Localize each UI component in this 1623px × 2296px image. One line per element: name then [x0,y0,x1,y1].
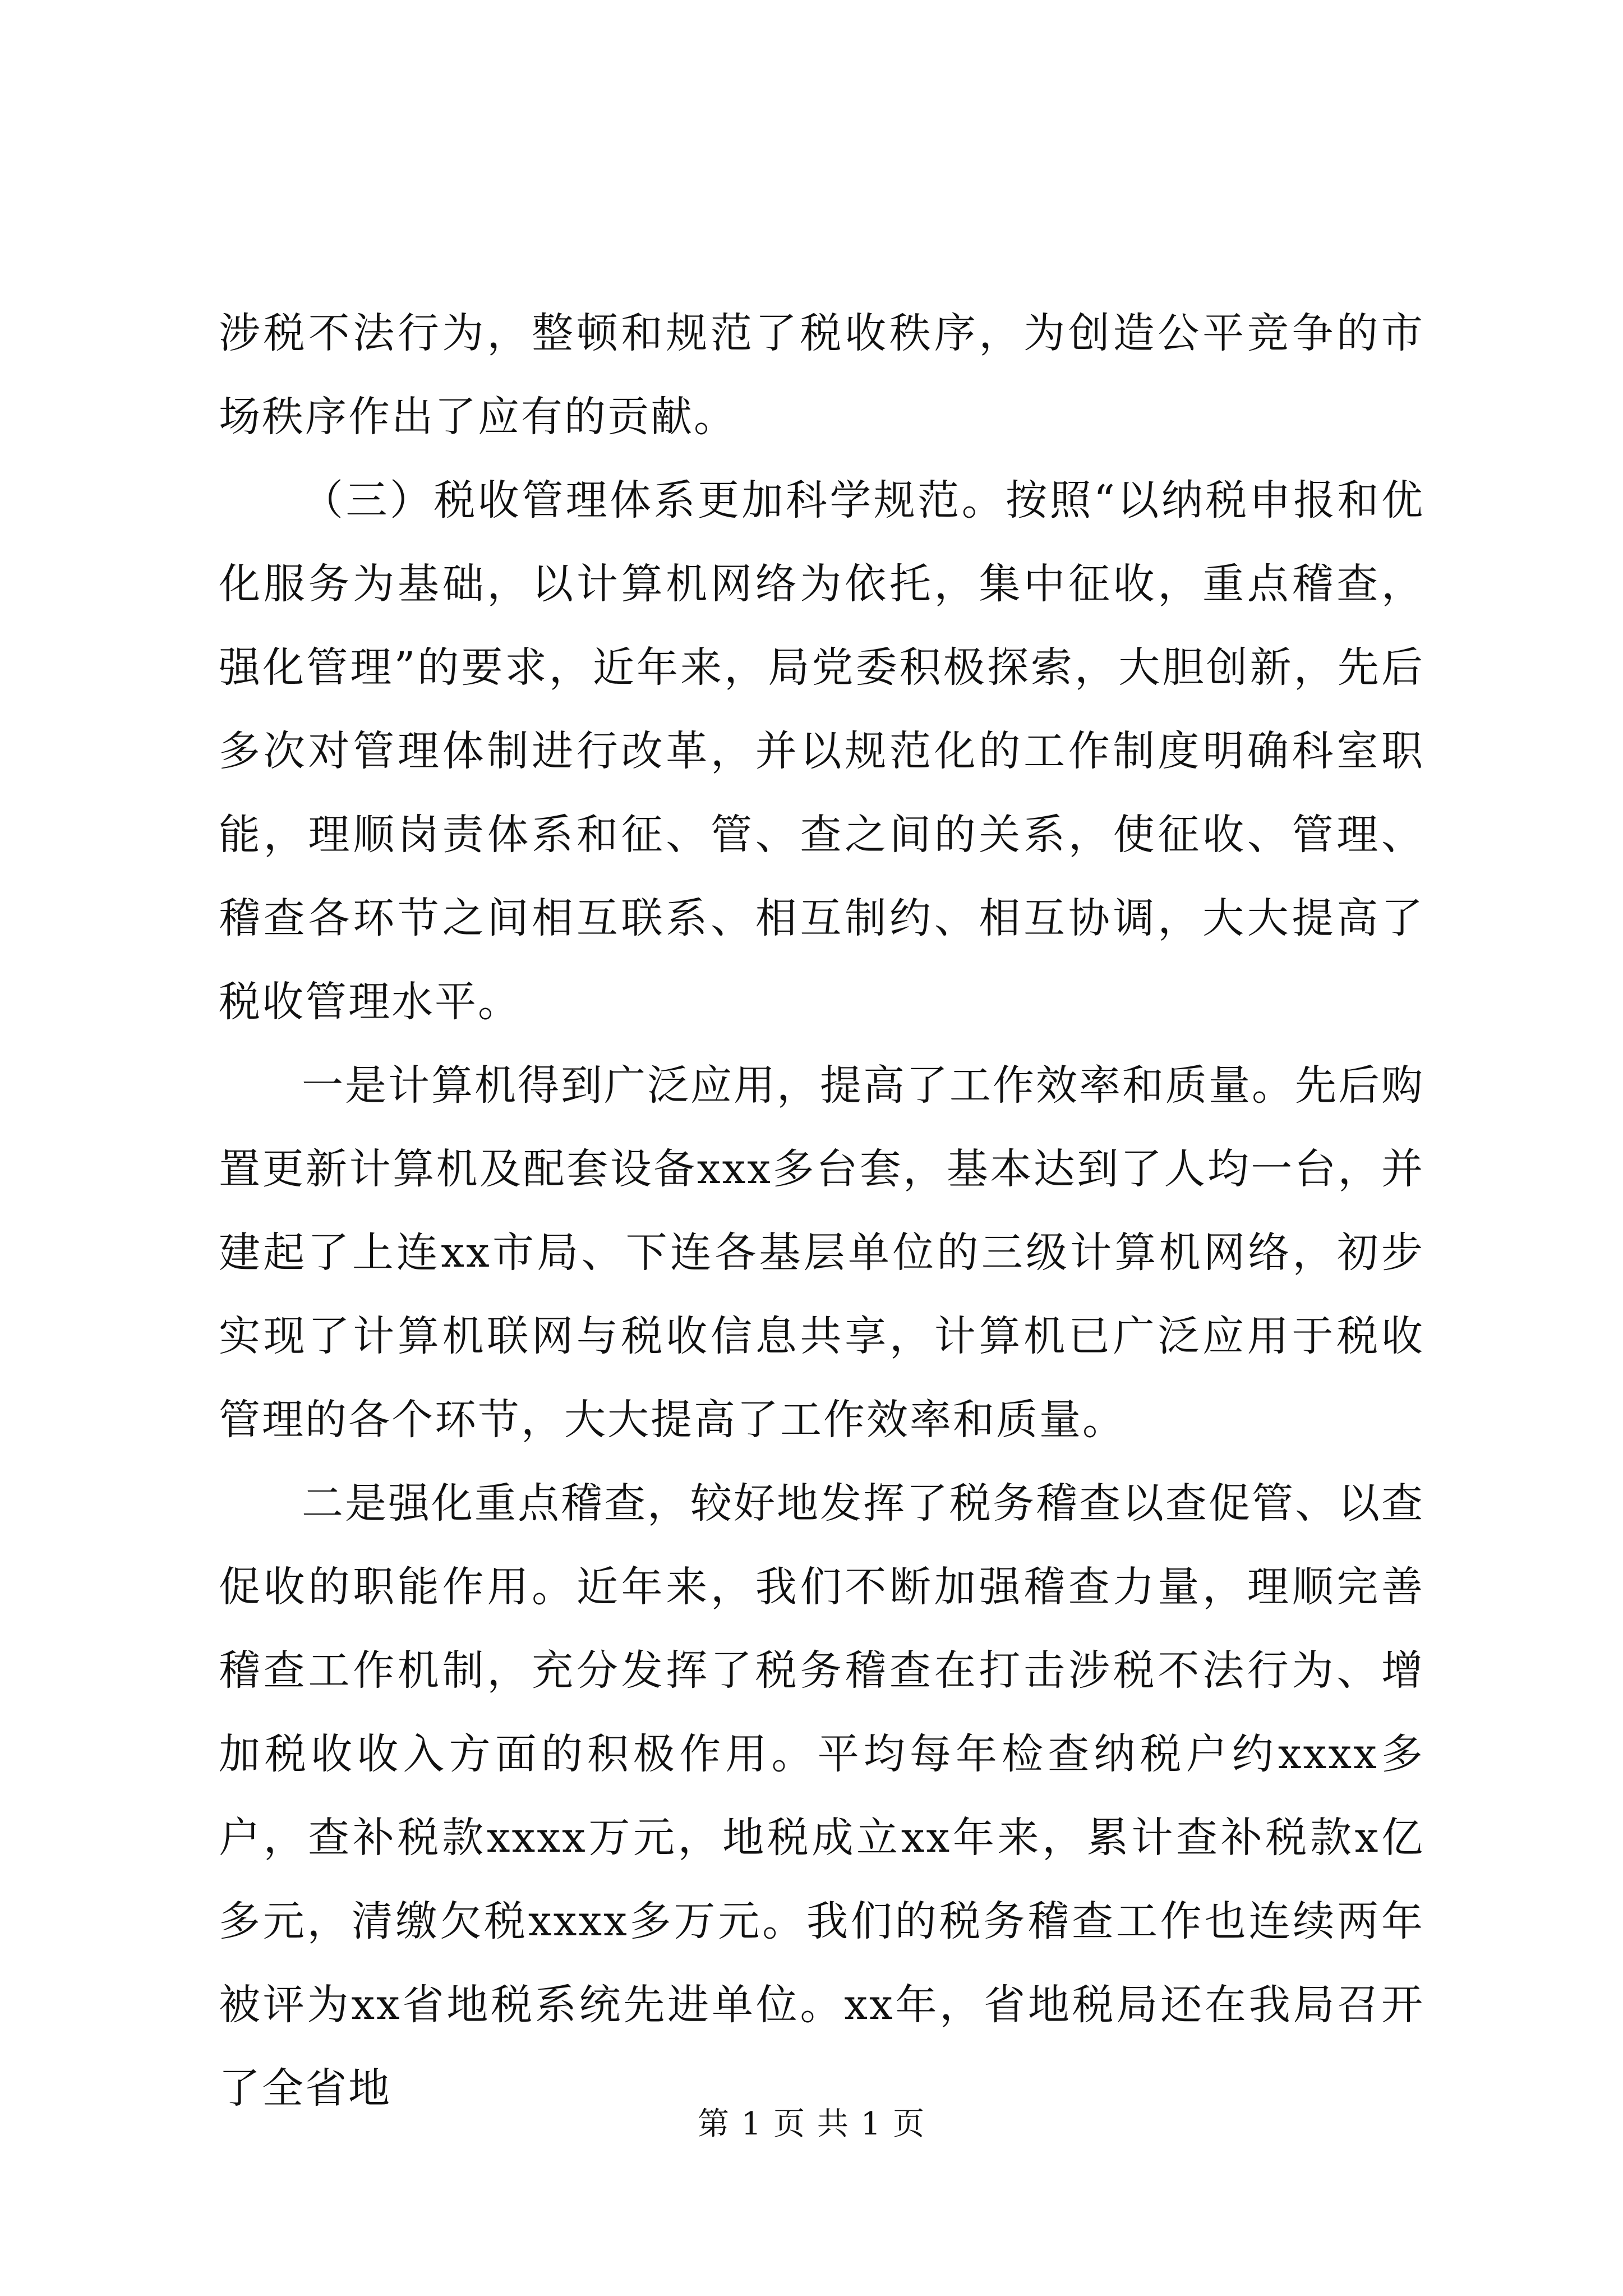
page-footer: 第 1 页 共 1 页 [697,2106,926,2142]
document-body [219,292,1424,2131]
paragraph-2: （三）税收管理体系更加科学规范。按照“以纳税申报和优化服务为基础，以计算机网络为依托，集中征收，重点稽查，强化管理”的要求，近年来，局党委积极探索，大胆创新，先后多次对管理体制进行改革，并以规范化的工作制度明确科室职能，理顺岗责体系和征、管、查之间的关系，使征收、管理、稽查各环节之间相互联系、相互制约、相互协调，大大提高了税收管理水平。 [219,476,1424,1026]
paragraph-3: 一是计算机得到广泛应用，提高了工作效率和质量。先后购置更新计算机及配套设备xxx多台套，基本达到了人均一台，并建起了上连xx市局、下连各基层单位的三级计算机网络，初步实现了计算机联网与税收信息共享，计算机已广泛应用于税收管理的各个环节，大大提高了工作效率和质量。 [219,1061,1424,1444]
paragraph-4: 二是强化重点稽查，较好地发挥了税务稽查以查促管、以查促收的职能作用。近年来，我们不断加强稽查力量，理顺完善稽查工作机制，充分发挥了税务稽查在打击涉税不法行为、增加税收收入方面的积极作用。平均每年检查纳税户约xxxx多户，查补税款xxxx万元，地税成立xx年来，累计查补税款x亿多元，清缴欠税xxxx多万元。我们的税务稽查工作也连续两年被评为xx省地税系统先进单位。xx年，省地税局还在我局召开了全省地 [219,1479,1424,2113]
paragraph-1: 涉税不法行为，整顿和规范了税收秩序，为创造公平竞争的市场秩序作出了应有的贡献。 [219,309,1424,441]
